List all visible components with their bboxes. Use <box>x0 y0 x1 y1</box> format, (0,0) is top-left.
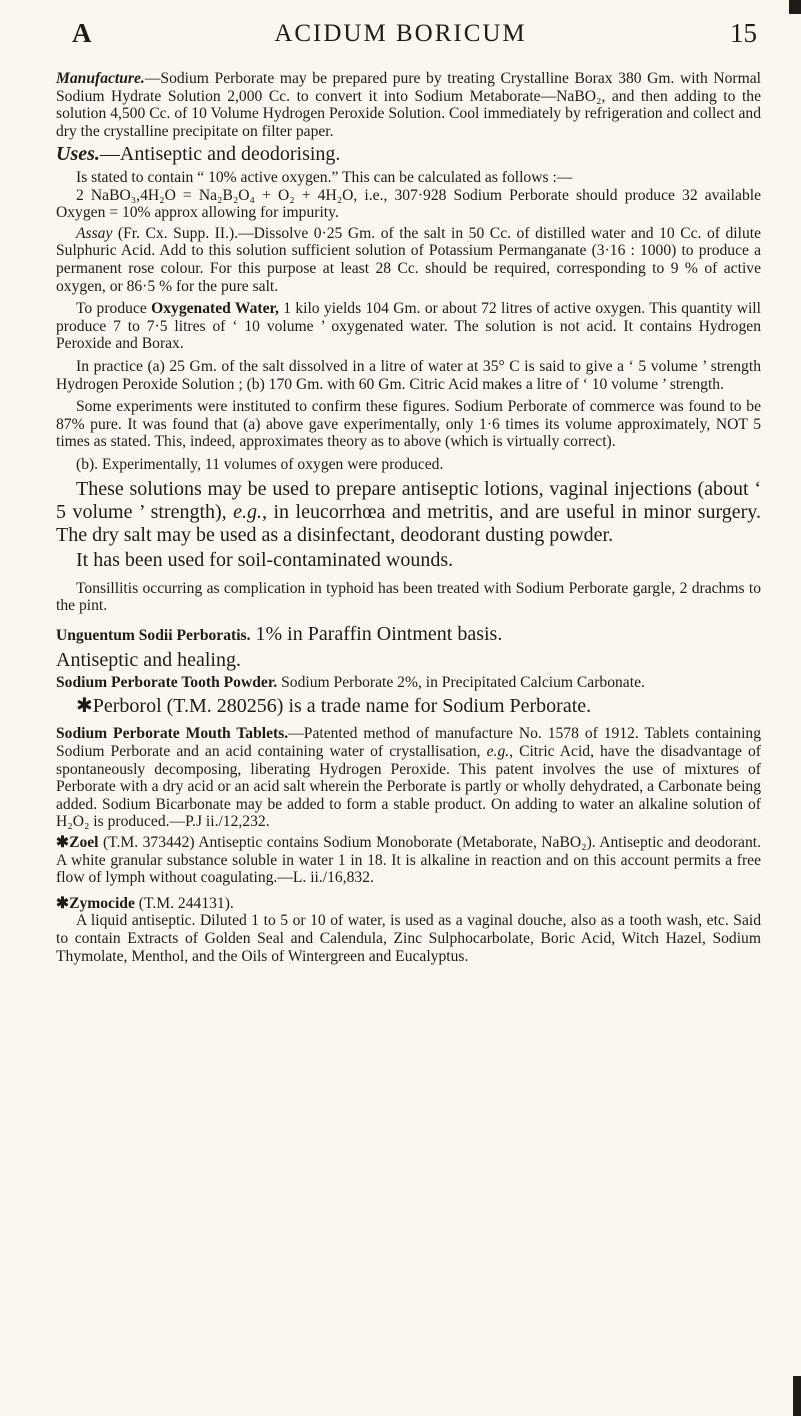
mouth-tablets-text2: , Citric Acid, have the disadvantage of spontaneously decomposing, liberating Hydrogen Peroxide. This patent involves the use of mixtures of Perborate with a dry acid or an acid salt wherein the Perborate is partly or wholly dehydrated, a Carbonate being added. Sodium Bicarbonate may be added to form a stable product. On adding to water an alkaline solution of H₂O₂ is produced.—P.J ii./12,232. <box>56 743 761 831</box>
assay-heading: Assay <box>76 224 113 242</box>
antiseptic-healing: Antiseptic and healing. <box>56 648 241 671</box>
wounds-paragraph: It has been used for soil-contaminated wounds. <box>76 549 454 572</box>
zymocide-tm: (T.M. 244131). <box>134 894 234 912</box>
zymocide-heading-line <box>56 895 761 913</box>
mouth-tablets-heading: Sodium Perborate Mouth Tablets. <box>56 725 289 743</box>
manufacture-text: —Sodium Perborate may be prepared pure by treating Crystalline Borax 380 Gm. with Normal Sodium Hydrate Solution 2,000 Cc. to convert it into Sodium Metaborate—NaBO₂, and then adding to the solution 4,500 Cc. of 10 Volume Hydrogen Peroxide Solution. Cool immediately by refrigeration and collect and dry the crystalline precipitate on filter paper. <box>56 70 761 140</box>
tooth-powder-heading: Sodium Perborate Tooth Powder. <box>56 674 278 692</box>
assay-text: —Dissolve 0·25 Gm. of the salt in 50 Cc. of distilled water and 10 Cc. of dilute Sulphuric Acid. Add to this solution sufficient solution of Potassium Permanganate (3·16 : 1000) to produce a permanent rose colour. For this purpose at least 28 Cc. should be required, corresponding to 9 % of active oxygen, or 86·5 % for the pure salt. <box>56 224 761 295</box>
unguentum-text: 1% in Paraffin Ointment basis. <box>250 623 503 646</box>
uses-heading: Uses. <box>56 143 100 166</box>
manufacture-heading: Manufacture. <box>56 70 145 87</box>
experiments-paragraph: Some experiments were instituted to confirm these figures. Sodium Perborate of commerce was found to be 87% pure. It was found that (a) above gave experimentally, only 1·6 times its volume approximately, NOT 5 times as stated. This, indeed, approximates theory as to above (which is virtually correct). <box>56 398 761 451</box>
assay-paragraph <box>56 225 761 295</box>
mouth-tablets-eg: e.g. <box>486 743 510 760</box>
oxygenated-pre: To produce <box>76 300 152 318</box>
oxygenated-text: 1 kilo yields 104 Gm. or about 72 litres of active oxygen. This quantity will produce 7 to 7·5 litres of ‘ 10 volume ’ oxygenated water. The solution is not acid. It contains Hydrogen Peroxide and Borax. <box>56 300 761 353</box>
zoel-heading: ✱Zoel <box>56 833 99 851</box>
oxygenated-heading: Oxygenated Water, <box>151 300 279 318</box>
tooth-powder-text: Sodium Perborate 2%, in Precipitated Calcium Carbonate. <box>277 674 645 692</box>
tonsillitis-paragraph: Tonsillitis occurring as complication in typhoid has been treated with Sodium Perborate gargle, 2 drachms to the pint. <box>56 579 761 615</box>
uses-paragraph <box>56 143 761 166</box>
solutions-paragraph <box>56 478 761 546</box>
zoel-paragraph <box>56 834 761 887</box>
tooth-powder-paragraph <box>56 674 761 692</box>
equation-paragraph: 2 NaBO₃,4H₂O = Na₂B₂O₄ + O₂ + 4H₂O, i.e., 307·928 Sodium Perborate should produce 32 available Oxygen = 10% approx allowing for impurity. <box>56 186 761 222</box>
unguentum-paragraph <box>56 623 761 646</box>
zymocide-paragraph: A liquid antiseptic. Diluted 1 to 5 or 10 of water, is used as a vaginal douche, also as a tooth wash, etc. Said to contain Extracts of Golden Seal and Calendula, Zinc Sulphocarbolate, Boric Acid, Witch Hazel, Sodium Thymolate, Menthol, and the Oils of Wintergreen and Eucalyptus. <box>56 912 761 965</box>
unguentum-heading: Unguentum Sodii Perboratis. <box>56 627 251 645</box>
uses-text: —Antiseptic and deodorising. <box>99 143 341 166</box>
oxygenated-paragraph <box>56 300 761 353</box>
zymocide-heading: ✱Zymocide <box>56 894 135 912</box>
page-edge-mark <box>793 1376 801 1416</box>
section-letter: A <box>72 18 92 48</box>
page-body <box>56 70 761 965</box>
page-corner-mark <box>789 0 801 14</box>
perborol-paragraph: ✱Perborol (T.M. 280256) is a trade name for Sodium Perborate. <box>76 694 592 717</box>
mouth-tablets-paragraph <box>56 725 761 831</box>
mouth-tablets-text1: —Patented method of manufacture No. 1578 of 1912. Tablets containing Sodium Perborate and an acid containing water of crystallisation, <box>56 725 761 760</box>
running-header <box>0 18 801 58</box>
practice-paragraph: In practice (a) 25 Gm. of the salt dissolved in a litre of water at 35° C is said to give a ‘ 5 volume ’ strength Hydrogen Peroxide Solution ; (b) 170 Gm. with 60 Gm. Citric Acid makes a litre of ‘ 10 volume ’ strength. <box>56 357 761 393</box>
stated-paragraph: Is stated to contain “ 10% active oxygen.” This can be calculated as follows :— <box>76 168 573 186</box>
solutions-pre: These solutions may be used to prepare antiseptic lotions, vaginal injections (about ‘ 5 volume ’ strength), <box>56 478 761 524</box>
experiment-b-paragraph: (b). Experimentally, 11 volumes of oxygen were produced. <box>76 455 444 473</box>
solutions-post: , in leucorrhœa and metritis, and are useful in minor surgery. The dry salt may be used as a disinfectant, deodorant dusting powder. <box>56 501 762 546</box>
page-number: 15 <box>730 18 757 48</box>
page-title: ACIDUM BORICUM <box>274 20 527 47</box>
assay-ref: (Fr. Cx. Supp. II.). <box>112 224 239 242</box>
solutions-eg: e.g. <box>233 501 263 524</box>
zoel-text: (T.M. 373442) Antiseptic contains Sodium Monoborate (Metaborate, NaBO₂). Antiseptic and deodorant. A white granular substance soluble in water 1 in 18. It is alkaline in reaction and on this account permits a free flow of lymph without coagulating.—L. ii./16,832. <box>56 833 761 887</box>
manufacture-paragraph <box>56 70 761 140</box>
